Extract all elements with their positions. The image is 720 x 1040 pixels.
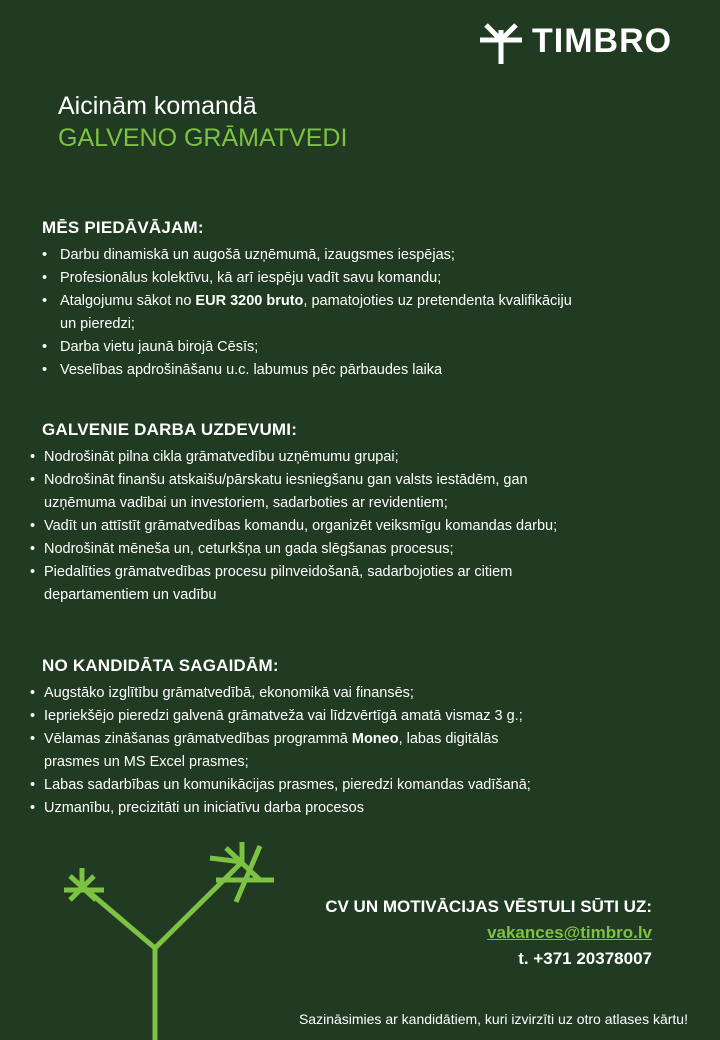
list-item: • Labas sadarbības un komunikācijas prasmes, pieredzi komandas vadīšanā; bbox=[32, 774, 682, 797]
tasks-title: GALVENIE DARBA UZDEVUMI: bbox=[42, 420, 298, 439]
list-item-continuation: uzņēmuma vadībai un investoriem, sadarboties ar revidentiem; bbox=[44, 495, 448, 511]
tasks-list bbox=[32, 446, 682, 607]
sprout-tree-illustration bbox=[60, 836, 280, 1040]
headline bbox=[58, 90, 347, 154]
list-item bbox=[32, 728, 682, 774]
requirements-list bbox=[32, 682, 682, 820]
list-item: • Darbu dinamiskā un augošā uzņēmumā, izaugsmes iespējas; bbox=[42, 244, 682, 267]
tasks-section bbox=[42, 418, 682, 607]
list-item: • Veselības apdrošināšanu u.c. labumus pēc pārbaudes laika bbox=[42, 359, 682, 382]
software-name: Moneo bbox=[351, 731, 399, 747]
list-item-continuation: departamentiem un vadību bbox=[44, 587, 217, 603]
offer-title: MĒS PIEDĀVĀJAM: bbox=[42, 218, 204, 237]
list-item bbox=[32, 561, 682, 607]
requirements-section bbox=[42, 654, 682, 820]
software-suffix: , labas digitālās bbox=[398, 731, 499, 747]
offer-list bbox=[42, 244, 682, 382]
phone-number: t. +371 20378007 bbox=[518, 949, 652, 968]
salary-amount: EUR 3200 bruto bbox=[195, 293, 304, 309]
list-item: • Profesionālus kolektīvu, kā arī iespēju vadīt savu komandu; bbox=[42, 267, 682, 290]
footer-note: Sazināsimies ar kandidātiem, kuri izvirzīti uz otro atlases kārtu! bbox=[298, 1011, 688, 1027]
list-item bbox=[42, 290, 682, 336]
salary-suffix: , pamatojoties uz pretendenta kvalifikāciju bbox=[303, 293, 572, 309]
list-item: • Iepriekšējo pieredzi galvenā grāmatveža vai līdzvērtīgā amatā vismaz 3 g.; bbox=[32, 705, 682, 728]
list-item: • Nodrošināt pilna cikla grāmatvedību uzņēmumu grupai; bbox=[32, 446, 682, 469]
list-item: • Uzmanību, precizitāti un iniciatīvu darba procesos bbox=[32, 797, 682, 820]
job-title: GALVENO GRĀMATVEDI bbox=[58, 124, 348, 152]
list-item: • Augstāko izglītību grāmatvedībā, ekonomikā vai finansēs; bbox=[32, 682, 682, 705]
logo-wordmark: TIMBRO bbox=[532, 22, 673, 60]
list-item: • Vadīt un attīstīt grāmatvedības komandu, organizēt veiksmīgu komandas darbu; bbox=[32, 515, 682, 538]
list-item bbox=[32, 469, 682, 515]
software-continuation: prasmes un MS Excel prasmes; bbox=[44, 754, 249, 770]
contact-block bbox=[325, 894, 652, 972]
requirements-title: NO KANDIDĀTA SAGAIDĀM: bbox=[42, 656, 279, 675]
offer-section bbox=[42, 216, 682, 382]
timbro-sprout-icon bbox=[476, 16, 526, 66]
contact-title: CV UN MOTIVĀCIJAS VĒSTULI SŪTI UZ: bbox=[325, 897, 652, 916]
timbro-logo bbox=[476, 16, 698, 66]
list-item-line: Piedalīties grāmatvedības procesu pilnveidošanā, sadarbojoties ar citiem bbox=[44, 564, 513, 580]
salary-continuation: un pieredzi; bbox=[60, 316, 135, 332]
headline-intro: Aicinām komandā bbox=[58, 92, 257, 120]
list-item: • Nodrošināt mēneša un, ceturkšņa un gada slēgšanas procesus; bbox=[32, 538, 682, 561]
list-item-line: Nodrošināt finanšu atskaišu/pārskatu iesniegšanu gan valsts iestādēm, gan bbox=[44, 472, 528, 488]
software-prefix: Vēlamas zināšanas grāmatvedības programmā bbox=[44, 731, 352, 747]
list-item: • Darba vietu jaunā birojā Cēsīs; bbox=[42, 336, 682, 359]
salary-prefix: Atalgojumu sākot no bbox=[60, 293, 196, 309]
email-link[interactable]: vakances@timbro.lv bbox=[487, 923, 652, 942]
